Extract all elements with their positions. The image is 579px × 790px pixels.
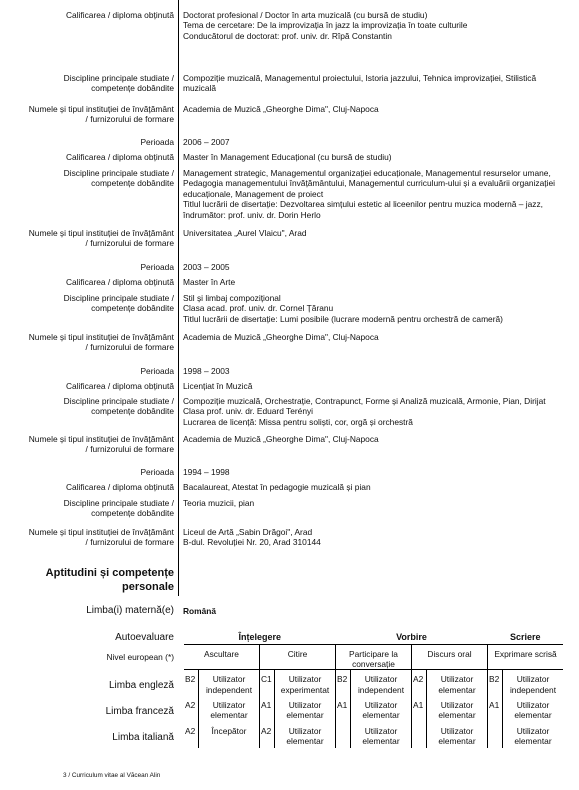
entry-label-line: competențe dobândite	[91, 508, 174, 519]
entry-value-line: Titlul lucrării de disertație: Dezvoltarea simțului estetic al liceenilor pentru muzica modernă – jazz,	[183, 199, 543, 210]
entry-value-line: Master în Management Educațional (cu bursă de studiu)	[183, 152, 392, 162]
entry-label-line: Discipline principale studiate /	[63, 396, 174, 406]
level-code: A1	[336, 696, 351, 722]
entry-label	[14, 73, 174, 94]
entry-label-line: competențe dobândite	[91, 406, 174, 417]
entry-value	[183, 277, 568, 287]
subheader: Exprimare scrisă	[488, 645, 564, 670]
section-title	[14, 567, 174, 594]
entry-value-line: Conducătorul de doctorat: prof. univ. dr. Rîpă Constantin	[183, 30, 392, 41]
entry-value	[183, 262, 568, 272]
entry-value-line: 2003 – 2005	[183, 262, 230, 272]
language-name: Limba engleză	[108, 680, 174, 691]
entry-value-line: 2006 – 2007	[183, 137, 230, 147]
level-description: Utilizator experimentat	[275, 670, 336, 696]
language-row	[184, 696, 563, 722]
entry-label-line: / furnizorului de formare	[85, 444, 174, 455]
level-description: Utilizator independent	[199, 670, 260, 696]
language-table	[184, 630, 563, 748]
entry-value	[183, 73, 568, 94]
entry-label	[14, 396, 174, 417]
entry-value-line: Teoria muzicii, pian	[183, 498, 255, 508]
level-description: Utilizator elementar	[351, 722, 412, 748]
level-code	[488, 722, 503, 748]
entry-value-line: Master în Arte	[183, 277, 236, 287]
level-code: A1	[260, 696, 275, 722]
entry-value-line: îndrumător: prof. univ. dr. Dorin Herlo	[183, 209, 321, 220]
entry-value-line: Universitatea „Aurel Vlaicu", Arad	[183, 228, 307, 238]
entry-label-line: Numele și tipul instituției de învățământ	[28, 434, 174, 444]
entry-label-line: Discipline principale studiate /	[63, 498, 174, 508]
page-footer: 3 / Curriculum vitae al Văcean Alin	[63, 772, 161, 779]
level-code: A1	[412, 696, 427, 722]
group-header: Vorbire	[336, 630, 488, 645]
entry-label	[14, 10, 174, 20]
level-description: Utilizator elementar	[503, 722, 564, 748]
entry-label	[14, 152, 174, 162]
entry-value-line: Stil și limbaj compozițional	[183, 293, 281, 303]
entry-value	[183, 498, 568, 508]
entry-label	[14, 482, 174, 492]
entry-label-line: Calificarea / diploma obținută	[65, 10, 174, 20]
entry-value-line: Lucrarea de licență: Missa pentru soliști, cor, orgă și orchestră	[183, 416, 413, 427]
level-description: Utilizator independent	[351, 670, 412, 696]
entry-label-line: competențe dobândite	[91, 303, 174, 314]
level-description: Utilizator elementar	[427, 696, 488, 722]
mother-tongue-value: Română	[183, 606, 217, 616]
language-name: Limba italiană	[112, 732, 174, 743]
entry-value-line: Management strategic, Managementul organizației educaționale, Managementul resurselor umane,	[183, 168, 551, 178]
group-header: Scriere	[488, 630, 564, 645]
entry-label-line: Discipline principale studiate /	[63, 168, 174, 178]
entry-label	[14, 293, 174, 314]
level-description: Utilizator elementar	[427, 670, 488, 696]
entry-value-line: Tema de cercetare: De la improvizația în jazz la improvizația în toate culturile	[183, 20, 468, 31]
entry-label	[14, 277, 174, 287]
level-description: Utilizator elementar	[275, 696, 336, 722]
level-code: C1	[260, 670, 275, 696]
subheader-row	[184, 645, 563, 670]
level-description: Începător	[199, 722, 260, 748]
entry-value-line: 1998 – 2003	[183, 366, 230, 376]
entry-label-line: Calificarea / diploma obținută	[65, 277, 174, 287]
level-code: B2	[336, 670, 351, 696]
entry-label	[14, 168, 174, 189]
entry-value	[183, 482, 568, 492]
entry-value-line: Licențiat în Muzică	[183, 381, 253, 391]
entry-label-line: / furnizorului de formare	[85, 537, 174, 548]
entry-label-line: competențe dobândite	[91, 178, 174, 189]
entry-value	[183, 332, 568, 342]
entry-label	[14, 332, 174, 353]
entry-value	[183, 137, 568, 147]
entry-label	[14, 527, 174, 548]
level-code	[412, 722, 427, 748]
level-description: Utilizator elementar	[503, 696, 564, 722]
entry-value-line: B-dul. Revoluției Nr. 20, Arad 310144	[183, 537, 321, 548]
entry-label-line: Discipline principale studiate /	[63, 73, 174, 83]
language-name: Limba franceză	[105, 706, 174, 717]
level-description: Utilizator independent	[503, 670, 564, 696]
section-title-line: Aptitudini și competențe	[45, 567, 174, 579]
entry-label-line: competențe dobândite	[91, 83, 174, 94]
entry-label	[14, 467, 174, 477]
entry-value-line: Compoziție muzicală, Managementul proiectului, Istoria jazzului, Tehnica improvizației, Stilistică	[183, 73, 537, 83]
entry-value-line: Bacalaureat, Atestat în pedagogie muzicală și pian	[183, 482, 371, 492]
entry-label-line: Calificarea / diploma obținută	[65, 482, 174, 492]
entry-value-line: muzicală	[183, 83, 217, 94]
level-code: A2	[260, 722, 275, 748]
entry-label-line: Calificarea / diploma obținută	[65, 381, 174, 391]
level-description: Utilizator elementar	[199, 696, 260, 722]
level-description: Utilizator elementar	[427, 722, 488, 748]
entry-value	[183, 228, 568, 238]
entry-value-line: Compoziție muzicală, Orchestrație, Contrapunct, Forme și Analiză muzicală, Armonie, Pian, Dirijat	[183, 396, 546, 406]
column-divider	[178, 0, 179, 596]
entry-label-line: / furnizorului de formare	[85, 342, 174, 353]
entry-value-line: Academia de Muzică „Gheorghe Dima", Cluj-Napoca	[183, 434, 379, 444]
entry-value	[183, 366, 568, 376]
language-row	[184, 722, 563, 748]
entry-value	[183, 527, 568, 548]
entry-label	[14, 366, 174, 376]
entry-label	[14, 228, 174, 249]
entry-label-line: Numele și tipul instituției de învățământ	[28, 332, 174, 342]
entry-label	[14, 262, 174, 272]
entry-value	[183, 467, 568, 477]
entry-label-line: Perioada	[140, 366, 174, 376]
level-code: A2	[412, 670, 427, 696]
entry-value-line: educaționale, Management de proiect	[183, 188, 324, 199]
level-description: Utilizator elementar	[275, 722, 336, 748]
level-code: A1	[488, 696, 503, 722]
entry-value	[183, 434, 568, 444]
entry-label-line: Numele și tipul instituției de învățământ	[28, 527, 174, 537]
level-description: Utilizator elementar	[351, 696, 412, 722]
entry-label-line: / furnizorului de formare	[85, 114, 174, 125]
entry-value-line: Doctorat profesional / Doctor în arta muzicală (cu bursă de studiu)	[183, 10, 428, 20]
entry-value	[183, 381, 568, 391]
entry-value	[183, 152, 568, 162]
entry-value-line: Pedagogia managementului învățământului, Managementul curriculum-ului și a evaluării organizației	[183, 178, 555, 189]
subheader: Participare la conversație	[336, 645, 412, 670]
self-assessment-label: Autoevaluare	[115, 632, 174, 643]
group-header: Înțelegere	[184, 630, 336, 645]
mother-tongue-label: Limba(i) maternă(e)	[86, 605, 174, 616]
subheader: Citire	[260, 645, 336, 670]
entry-label-line: Numele și tipul instituției de învățământ	[28, 104, 174, 114]
level-code: A2	[185, 699, 196, 710]
entry-label-line: Perioada	[140, 262, 174, 272]
subheader: Discurs oral	[412, 645, 488, 670]
entry-value	[183, 104, 568, 114]
entry-value	[183, 10, 568, 41]
entry-label-line: Perioada	[140, 137, 174, 147]
entry-label	[14, 104, 174, 125]
entry-value	[183, 293, 568, 324]
entry-value-line: Academia de Muzică „Gheorghe Dima", Cluj-Napoca	[183, 104, 379, 114]
entry-value-line: Titlul lucrării de disertație: Lumi posibile (lucrare modernă pentru orchestră de cameră)	[183, 313, 503, 324]
entry-label	[14, 381, 174, 391]
entry-value-line: Clasa acad. prof. univ. dr. Cornel Țăranu	[183, 303, 334, 314]
entry-label	[14, 498, 174, 519]
entry-label-line: Discipline principale studiate /	[63, 293, 174, 303]
entry-label-line: Numele și tipul instituției de învățământ	[28, 228, 174, 238]
entry-value-line: Academia de Muzică „Gheorghe Dima", Cluj-Napoca	[183, 332, 379, 342]
language-row	[184, 670, 563, 696]
entry-value	[183, 396, 568, 427]
entry-label	[14, 137, 174, 147]
section-title-line: personale	[122, 580, 174, 593]
entry-label-line: Calificarea / diploma obținută	[65, 152, 174, 162]
level-code	[336, 722, 351, 748]
subheader: Ascultare	[184, 645, 260, 670]
entry-value-line: 1994 – 1998	[183, 467, 230, 477]
entry-value-line: Liceul de Artă „Sabin Drăgoi", Arad	[183, 527, 313, 537]
group-header-row	[184, 630, 563, 645]
entry-label	[14, 434, 174, 455]
level-code: A2	[185, 725, 196, 736]
entry-label-line: / furnizorului de formare	[85, 238, 174, 249]
entry-value	[183, 168, 568, 220]
entry-label-line: Perioada	[140, 467, 174, 477]
entry-value-line: Clasa prof. univ. dr. Eduard Terényi	[183, 406, 314, 417]
level-code: B2	[488, 670, 503, 696]
european-level-label: Nivel european (*)	[106, 652, 174, 662]
level-code: B2	[185, 674, 196, 685]
